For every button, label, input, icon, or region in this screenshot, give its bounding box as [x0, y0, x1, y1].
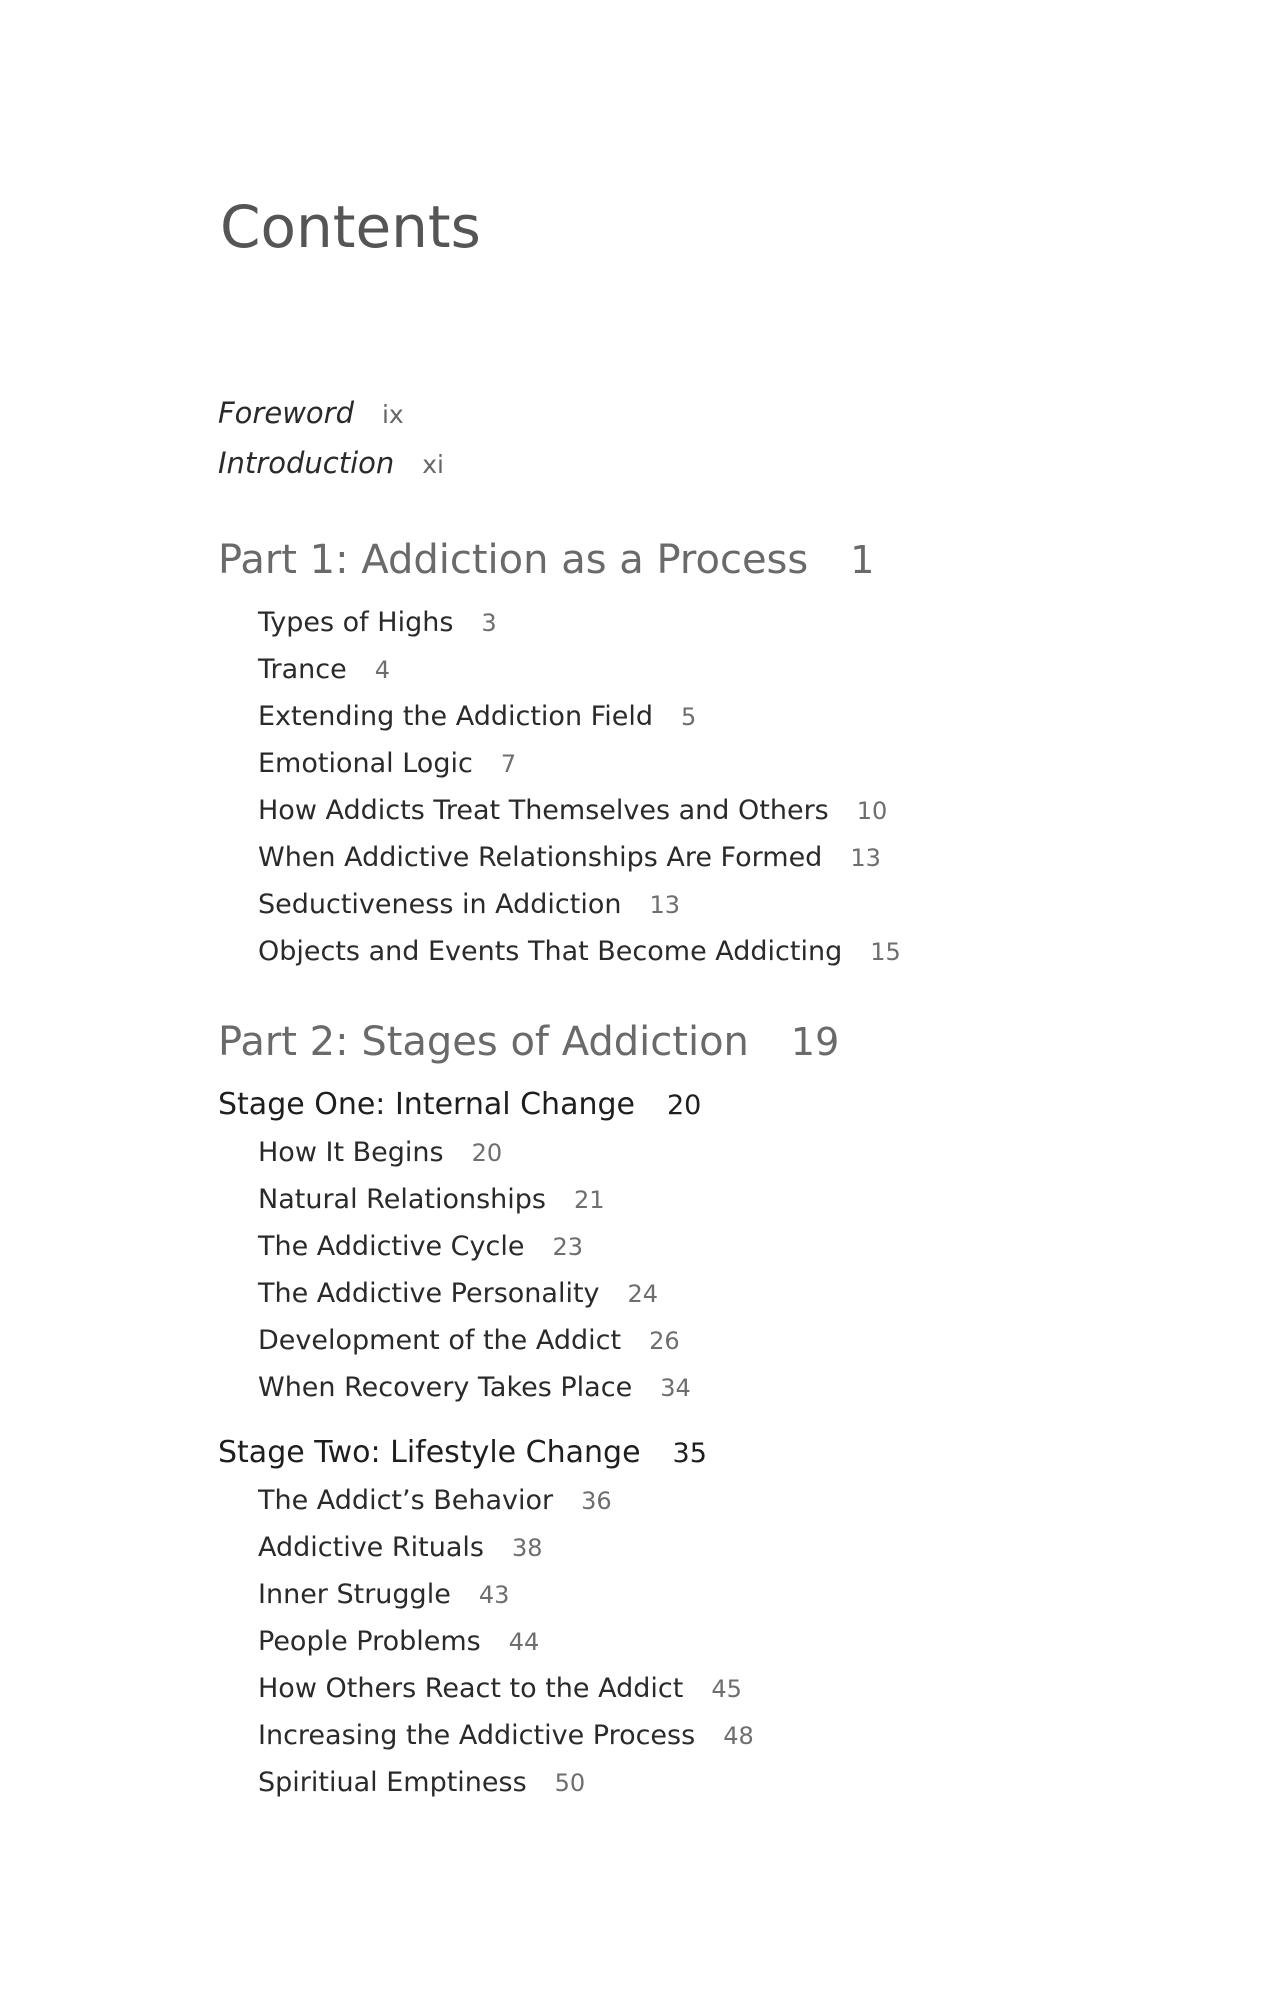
toc-section-label: Spiritiual Emptiness: [258, 1767, 527, 1798]
toc-section[interactable]: [258, 891, 680, 918]
toc-page-number: 23: [552, 1233, 584, 1261]
toc-page-number: 36: [581, 1487, 612, 1515]
toc-stage-title: Stage Two: Lifestyle Change: [218, 1435, 641, 1470]
toc-section-label: Objects and Events That Become Addicting: [258, 936, 843, 967]
toc-entry-label: Foreword: [218, 396, 354, 430]
toc-stage-two[interactable]: [218, 1435, 707, 1470]
page-title: Contents: [220, 193, 481, 261]
toc-page-number: 20: [471, 1139, 503, 1167]
toc-section[interactable]: [258, 1581, 509, 1608]
toc-page-number: 38: [511, 1534, 543, 1562]
toc-page-number: 3: [481, 609, 497, 637]
toc-section-label: The Addictive Personality: [258, 1278, 600, 1309]
toc-page-number: 50: [554, 1769, 586, 1797]
toc-section[interactable]: [258, 1769, 585, 1796]
toc-page-number: 34: [660, 1374, 691, 1402]
toc-section-label: How It Begins: [258, 1137, 444, 1168]
toc-section[interactable]: [258, 1628, 539, 1655]
toc-page-number: xi: [422, 450, 445, 479]
toc-section[interactable]: [258, 1233, 583, 1260]
toc-entry-foreword[interactable]: [218, 396, 404, 430]
toc-page-number: 5: [680, 703, 697, 731]
toc-page-number: 26: [649, 1327, 680, 1355]
toc-section[interactable]: [258, 1327, 680, 1354]
toc-section[interactable]: [258, 938, 901, 965]
toc-section[interactable]: [258, 1487, 612, 1514]
toc-section[interactable]: [258, 609, 497, 636]
toc-section-label: People Problems: [258, 1626, 481, 1657]
toc-section[interactable]: [258, 1280, 658, 1307]
toc-part-title: Part 1: Addiction as a Process: [218, 537, 809, 583]
toc-section[interactable]: [258, 797, 887, 824]
toc-entry-introduction[interactable]: [218, 446, 445, 480]
toc-page-number: 35: [672, 1438, 707, 1469]
toc-section[interactable]: [258, 1374, 691, 1401]
toc-section[interactable]: [258, 703, 696, 730]
toc-section-label: Development of the Addict: [258, 1325, 622, 1356]
toc-page-number: 24: [627, 1280, 659, 1308]
toc-section-label: The Addictive Cycle: [258, 1231, 525, 1262]
toc-section-label: Inner Struggle: [258, 1579, 451, 1610]
toc-section[interactable]: [258, 1186, 605, 1213]
toc-section[interactable]: [258, 1722, 754, 1749]
toc-page-number: 4: [374, 656, 391, 684]
toc-section-label: Natural Relationships: [258, 1184, 546, 1215]
toc-page-number: 44: [508, 1628, 540, 1656]
toc-section-label: Types of Highs: [258, 607, 454, 638]
toc-part-title: Part 2: Stages of Addiction: [218, 1019, 749, 1065]
toc-page-number: 13: [850, 844, 881, 872]
toc-section[interactable]: [258, 1139, 502, 1166]
toc-part-1[interactable]: [218, 537, 875, 583]
toc-section-label: When Recovery Takes Place: [258, 1372, 633, 1403]
toc-section-label: Addictive Rituals: [258, 1532, 484, 1563]
toc-section-label: Emotional Logic: [258, 748, 473, 779]
toc-page-number: 10: [856, 797, 888, 825]
toc-page-number: 7: [500, 750, 517, 778]
toc-section-label: How Addicts Treat Themselves and Others: [258, 795, 829, 826]
toc-section-label: Seductiveness in Addiction: [258, 889, 622, 920]
toc-section[interactable]: [258, 750, 516, 777]
toc-page-number: 20: [666, 1090, 702, 1121]
toc-page-number: 15: [870, 938, 901, 966]
toc-section[interactable]: [258, 1534, 543, 1561]
toc-section-label: Trance: [258, 654, 347, 685]
toc-stage-title: Stage One: Internal Change: [218, 1087, 635, 1122]
toc-section[interactable]: [258, 844, 881, 871]
toc-page-number: 48: [723, 1722, 754, 1750]
toc-section[interactable]: [258, 1675, 742, 1702]
toc-section-label: How Others React to the Addict: [258, 1673, 684, 1704]
toc-section-label: Increasing the Addictive Process: [258, 1720, 696, 1751]
toc-entry-label: Introduction: [218, 446, 395, 480]
toc-section-label: The Addict’s Behavior: [258, 1485, 554, 1516]
toc-page-number: 19: [790, 1020, 840, 1064]
toc-page-number: ix: [381, 400, 404, 429]
toc-page-number: 43: [478, 1581, 510, 1609]
toc-section-label: When Addictive Relationships Are Formed: [258, 842, 823, 873]
toc-section[interactable]: [258, 656, 390, 683]
toc-section-label: Extending the Addiction Field: [258, 701, 653, 732]
toc-page-number: 13: [649, 891, 681, 919]
toc-stage-one[interactable]: [218, 1087, 702, 1122]
toc-page-number: 21: [573, 1186, 605, 1214]
toc-part-2[interactable]: [218, 1019, 840, 1065]
toc-page-number: 45: [711, 1675, 742, 1703]
toc-page-number: 1: [850, 538, 875, 582]
